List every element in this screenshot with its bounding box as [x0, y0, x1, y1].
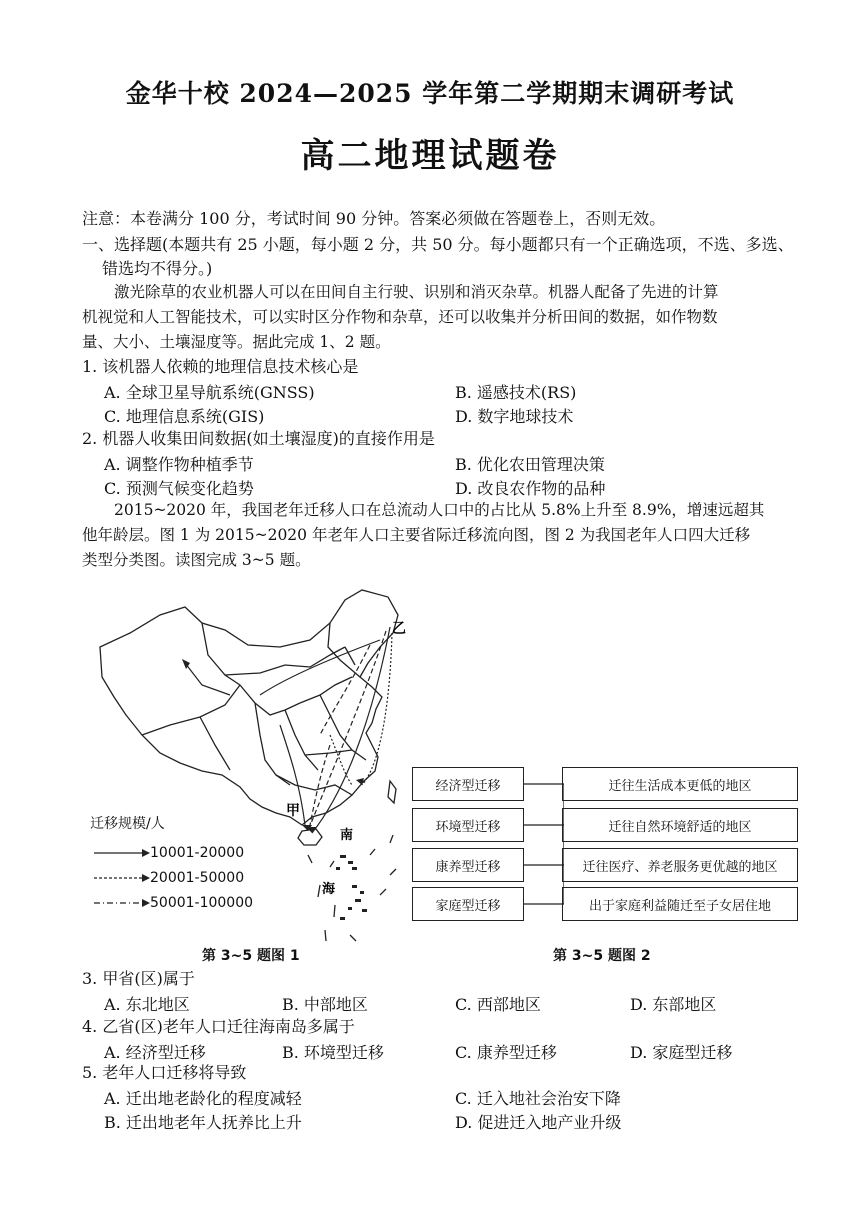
q4-option-b: B. 环境型迁移 — [282, 1043, 384, 1062]
question-1-stem: 1. 该机器人依赖的地理信息技术核心是 — [82, 357, 359, 376]
type-box: 经济型迁移 — [412, 767, 524, 801]
map-label-yi: 乙 — [392, 621, 406, 637]
paper-title: 高二地理试题卷 — [300, 136, 560, 176]
question-3-stem: 3. 甲省(区)属于 — [82, 969, 195, 988]
taiwan-island — [388, 781, 396, 803]
passage2-line: 2015~2020 年，我国老年迁移人口在总流动人口中的占比从 5.8%上升至 8.9%，增速远超其 — [114, 501, 765, 519]
question-2-stem: 2. 机器人收集田间数据(如土壤湿度)的直接作用是 — [82, 429, 435, 448]
passage1-line: 机视觉和人工智能技术，可以实时区分作物和杂草，还可以收集并分析田间的数据，如作物数 — [82, 308, 718, 326]
legend-title: 迁移规模/人 — [90, 816, 165, 832]
q2-option-c: C. 预测气候变化趋势 — [104, 479, 254, 498]
desc-box: 迁往自然环境舒适的地区 — [562, 808, 798, 842]
passage2-line: 类型分类图。读图完成 3~5 题。 — [82, 551, 311, 569]
hainan-island — [298, 829, 322, 845]
question-5-stem: 5. 老年人口迁移将导致 — [82, 1063, 247, 1082]
q5-option-c: C. 迁入地社会治安下降 — [455, 1089, 621, 1108]
desc-box: 出于家庭利益随迁至子女居住地 — [562, 887, 798, 921]
desc-box: 迁往生活成本更低的地区 — [562, 767, 798, 801]
legend-item-1: 10001-20000 — [150, 845, 245, 861]
exam-title: 金华十校 2024—2025 学年第二学期期末调研考试 — [125, 79, 735, 108]
section-heading-cont: 错选均不得分。) — [102, 259, 213, 278]
q4-option-c: C. 康养型迁移 — [455, 1043, 557, 1062]
section-heading: 一、选择题(本题共有 25 小题，每小题 2 分，共 50 分。每小题都只有一个正确选项，不选、多选、 — [82, 235, 794, 254]
q2-option-b: B. 优化农田管理决策 — [455, 455, 605, 474]
legend-item-3: 50001-100000 — [150, 895, 254, 911]
q2-option-a: A. 调整作物种植季节 — [104, 455, 254, 474]
q3-option-b: B. 中部地区 — [282, 995, 368, 1014]
flow-line — [330, 735, 352, 785]
type-box: 康养型迁移 — [412, 848, 524, 882]
q1-option-c: C. 地理信息系统(GIS) — [104, 407, 265, 426]
desc-box: 迁往医疗、养老服务更优越的地区 — [562, 848, 798, 882]
map-label-nan: 南 — [340, 828, 354, 843]
map-label-jia: 甲 — [286, 803, 300, 819]
q3-option-c: C. 西部地区 — [455, 995, 541, 1014]
type-box: 环境型迁移 — [412, 808, 524, 842]
q5-option-d: D. 促进迁入地产业升级 — [455, 1113, 622, 1132]
q5-option-b: B. 迁出地老年人抚养比上升 — [104, 1113, 302, 1132]
q4-option-a: A. 经济型迁移 — [104, 1043, 206, 1062]
q3-option-d: D. 东部地区 — [630, 995, 717, 1014]
type-box: 家庭型迁移 — [412, 887, 524, 921]
connector-lines — [524, 767, 564, 925]
question-4-stem: 4. 乙省(区)老年人口迁往海南岛多属于 — [82, 1017, 355, 1036]
q2-option-d: D. 改良农作物的品种 — [455, 479, 606, 498]
flow-line — [185, 663, 230, 695]
migration-types-diagram — [412, 767, 798, 925]
notice: 注意：本卷满分 100 分，考试时间 90 分钟。答案必须做在答题卷上，否则无效。 — [82, 209, 666, 228]
figure1-caption: 第 3~5 题图 1 — [202, 948, 300, 964]
q1-option-a: A. 全球卫星导航系统(GNSS) — [104, 383, 315, 402]
map-label-hai: 海 — [322, 882, 336, 897]
q1-option-d: D. 数字地球技术 — [455, 407, 574, 426]
q4-option-d: D. 家庭型迁移 — [630, 1043, 733, 1062]
q5-option-a: A. 迁出地老龄化的程度减轻 — [104, 1089, 302, 1108]
legend-symbols — [92, 845, 152, 907]
legend-item-2: 20001-50000 — [150, 870, 245, 886]
passage2-line: 他年龄层。图 1 为 2015~2020 年老年人口主要省际迁移流向图，图 2 为我国老年人口四大迁移 — [82, 526, 751, 544]
q3-option-a: A. 东北地区 — [104, 995, 190, 1014]
china-outline — [100, 590, 398, 825]
passage1-line: 激光除草的农业机器人可以在田间自主行驶、识别和消灭杂草。机器人配备了先进的计算 — [114, 283, 719, 301]
figure2-caption: 第 3~5 题图 2 — [553, 948, 651, 964]
passage1-line: 量、大小、土壤湿度等。据此完成 1、2 题。 — [82, 333, 391, 351]
q1-option-b: B. 遥感技术(RS) — [455, 383, 577, 402]
